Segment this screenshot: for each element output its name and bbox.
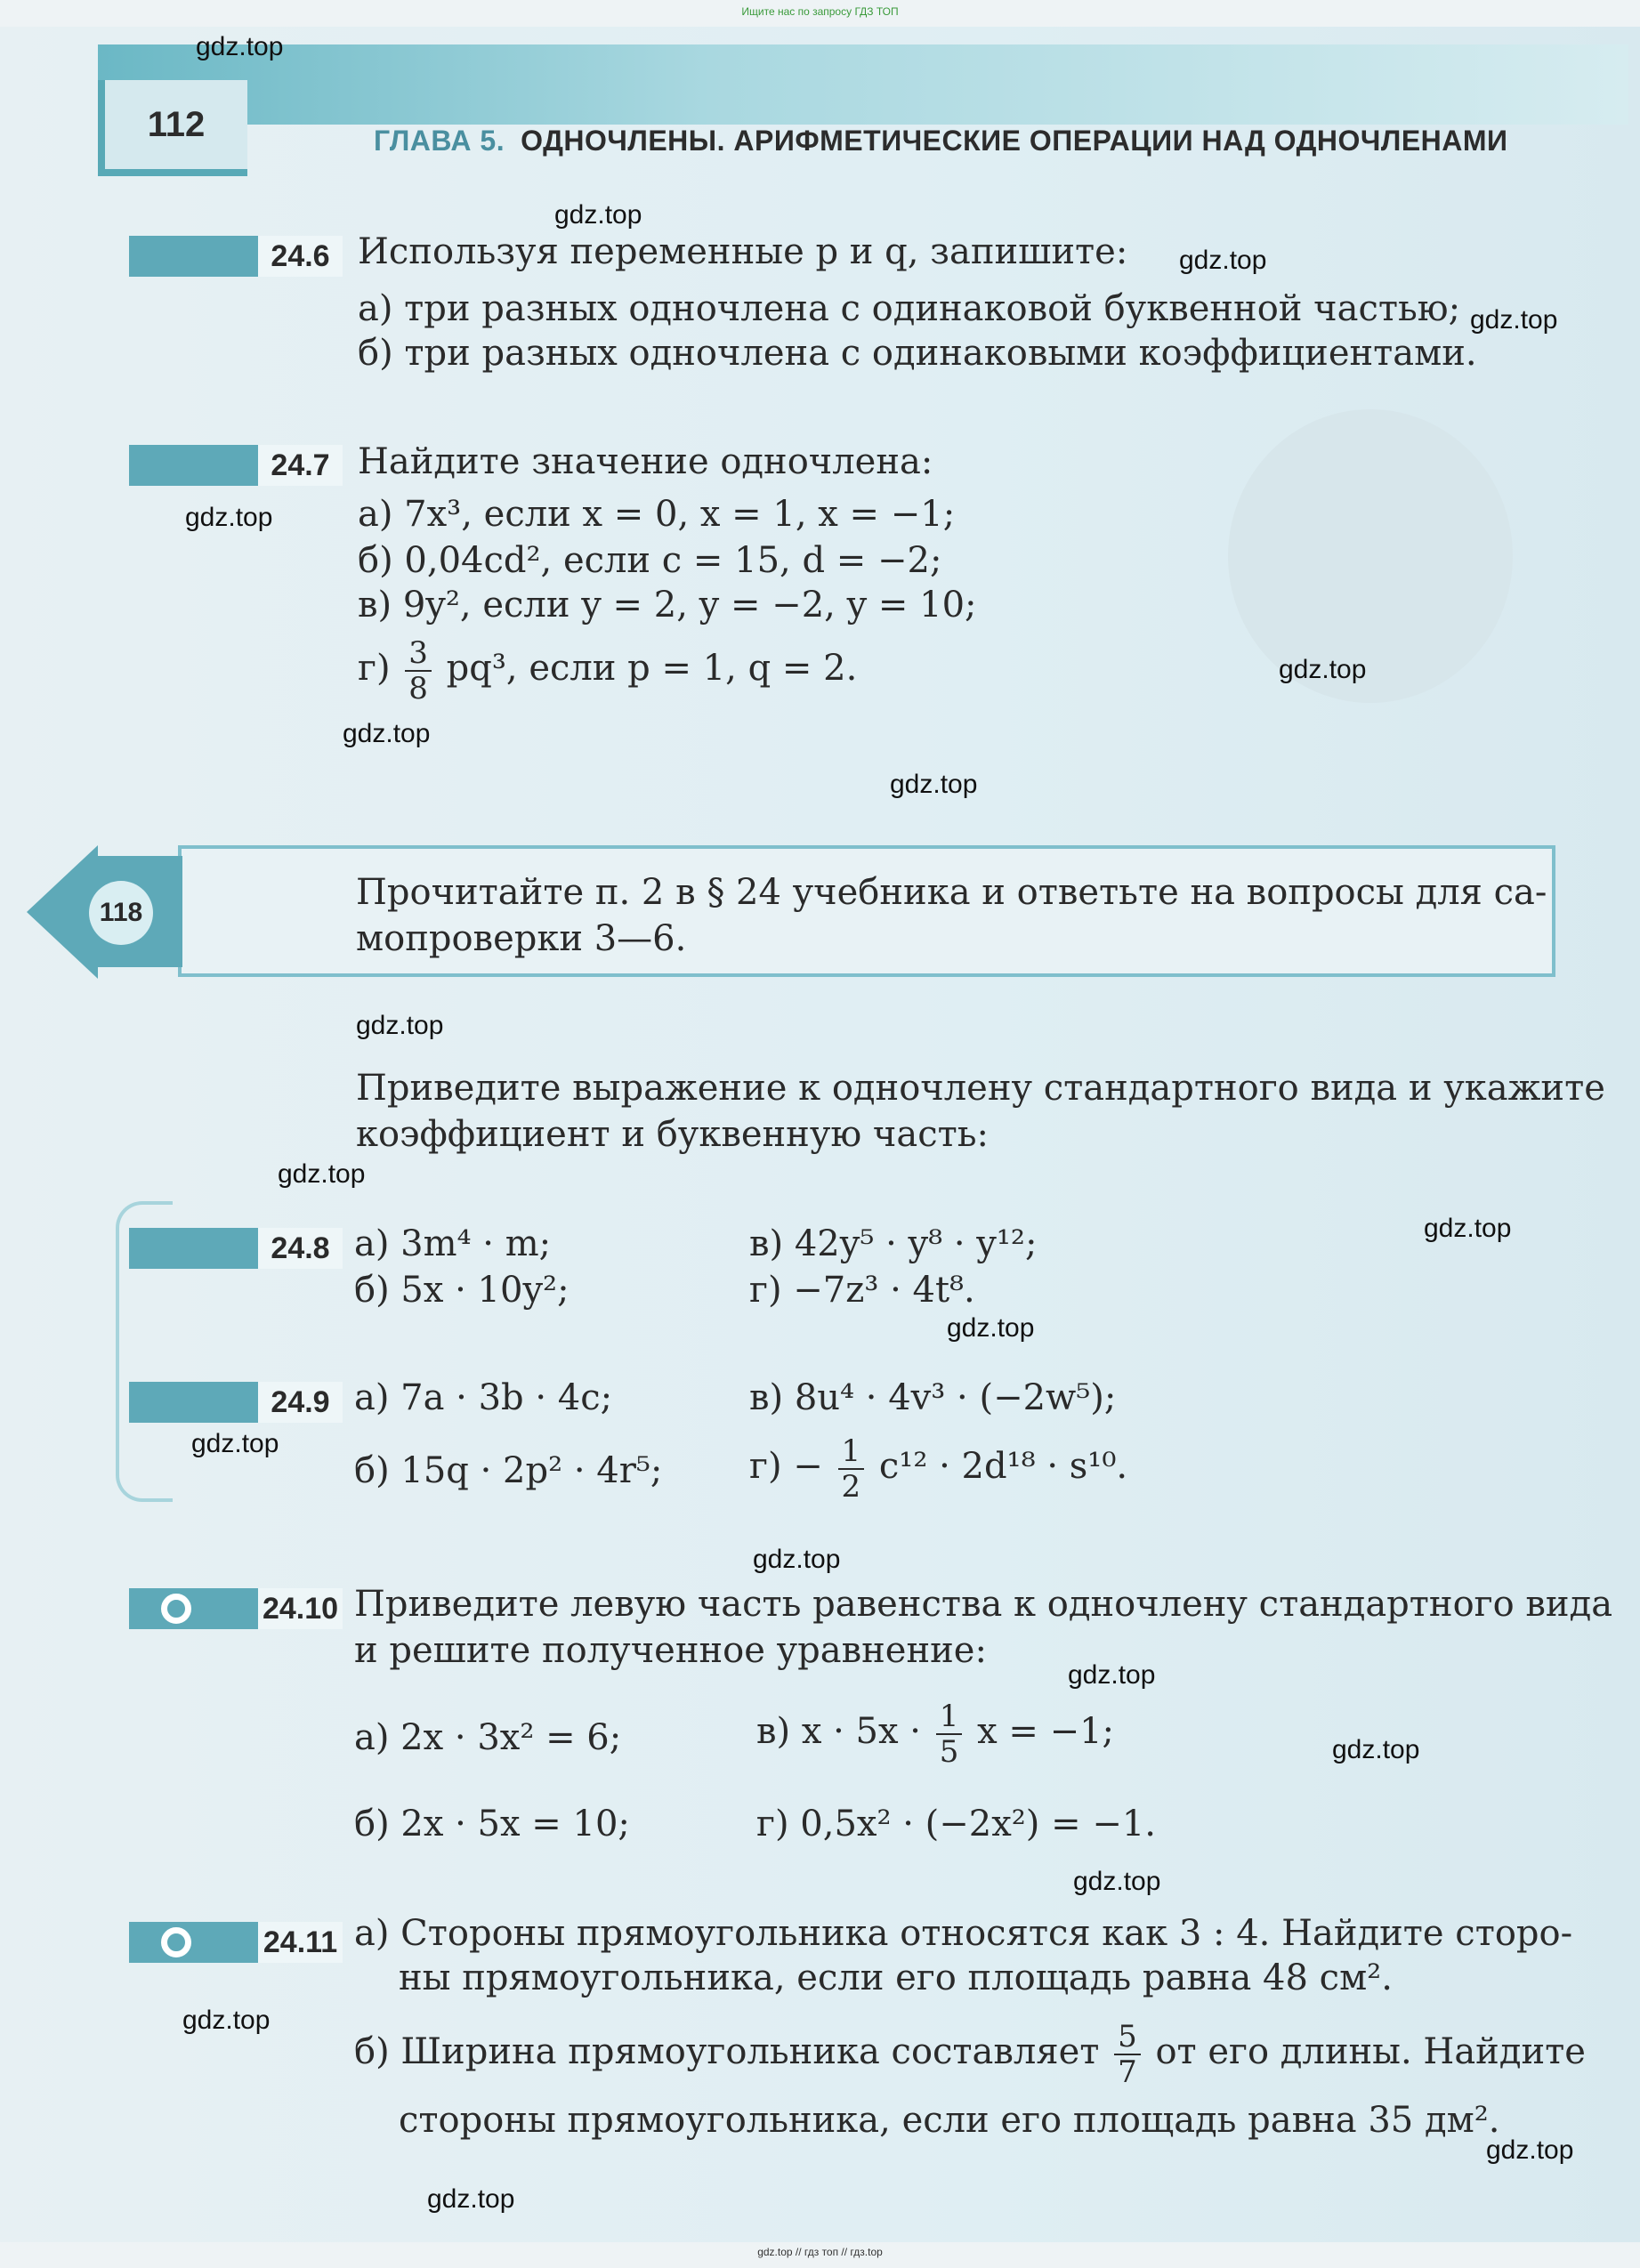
denominator: 8	[408, 671, 428, 706]
watermark[interactable]: gdz.top	[1073, 1867, 1161, 1896]
task-24-7-b: б) 0,04cd², если c = 15, d = −2;	[358, 540, 942, 581]
item-prefix: г)	[358, 648, 391, 689]
watermark[interactable]: gdz.top	[1068, 1660, 1156, 1690]
task-24-10-b: б) 2x · 5x = 10;	[354, 1804, 630, 1844]
task-24-6-a: а) три разных одночлена с одинаковой буквенной частью;	[358, 288, 1461, 329]
denominator: 7	[1118, 2054, 1137, 2090]
denominator: 5	[939, 1734, 959, 1770]
task-number: 24.11	[258, 1922, 343, 1963]
task-24-7-g	[358, 636, 857, 706]
task-24-10-line-2: и решите полученное уравнение:	[354, 1630, 987, 1671]
task-24-11-b-line-2: стороны прямоугольника, если его площадь равна 35 дм².	[399, 2100, 1500, 2141]
bottom-link[interactable]: gdz.top // гдз топ // гдз.top	[757, 2246, 883, 2258]
watermark[interactable]: gdz.top	[890, 770, 978, 799]
numerator: 3	[405, 636, 432, 672]
page-number: 112	[98, 80, 247, 176]
fraction	[936, 1699, 963, 1769]
arrow-left-icon	[27, 845, 98, 979]
task-number: 24.6	[258, 236, 343, 277]
task-number: 24.8	[258, 1228, 343, 1269]
task-24-10-v	[756, 1699, 1114, 1769]
item-prefix: в) x · 5x ·	[756, 1711, 921, 1752]
fraction	[1114, 2020, 1141, 2089]
watermark[interactable]: gdz.top	[1470, 305, 1558, 335]
task-24-7-v: в) 9y², если y = 2, y = −2, y = 10;	[358, 585, 977, 626]
chapter-name: ОДНОЧЛЕНЫ. АРИФМЕТИЧЕСКИЕ ОПЕРАЦИИ НАД ОДНОЧЛЕНАМИ	[521, 125, 1508, 157]
intro-line-2: коэффициент и буквенную часть:	[356, 1114, 989, 1155]
reference-line-2: мопроверки 3—6.	[356, 918, 687, 959]
item-prefix: б) Ширина прямоугольника составляет	[354, 2031, 1100, 2072]
task-24-7-text: Найдите значение одночлена:	[358, 441, 933, 482]
task-24-9-b: б) 15q · 2p² · 4r⁵;	[354, 1450, 663, 1491]
task-number: 24.10	[258, 1588, 343, 1629]
item-rest: pq³, если p = 1, q = 2.	[446, 648, 858, 689]
reference-line-1: Прочитайте п. 2 в § 24 учебника и ответьте на вопросы для са-	[356, 872, 1547, 913]
difficulty-circle-icon	[161, 1927, 191, 1957]
task-24-10-a: а) 2x · 3x² = 6;	[354, 1717, 622, 1758]
numerator: 1	[936, 1699, 963, 1735]
header-bar	[98, 44, 1628, 125]
item-prefix: г) −	[749, 1446, 823, 1487]
item-rest: c¹² · 2d¹⁸ · s¹⁰.	[878, 1446, 1128, 1487]
watermark[interactable]: gdz.top	[1424, 1214, 1512, 1243]
task-24-6-b: б) три разных одночлена с одинаковыми коэффициентами.	[358, 333, 1477, 374]
watermark[interactable]: gdz.top	[185, 503, 273, 532]
fraction	[838, 1434, 865, 1504]
task-24-9-v: в) 8u⁴ · 4v³ · (−2w⁵);	[749, 1377, 1117, 1418]
watermark[interactable]: gdz.top	[278, 1159, 366, 1189]
watermark[interactable]: gdz.top	[191, 1429, 279, 1458]
numerator: 5	[1114, 2020, 1141, 2055]
task-24-10-g: г) 0,5x² · (−2x²) = −1.	[756, 1804, 1157, 1844]
denominator: 2	[841, 1469, 861, 1505]
bleed-through-shape	[1228, 409, 1513, 703]
task-24-11-a-line-2: ны прямоугольника, если его площадь равна 48 см².	[399, 1957, 1393, 1998]
task-24-8-g: г) −7z³ · 4t⁸.	[749, 1270, 975, 1311]
task-label-24-8	[129, 1228, 343, 1269]
reference-page[interactable]: 118	[89, 881, 153, 945]
task-label-24-10	[129, 1588, 343, 1629]
task-label-24-6	[129, 236, 343, 277]
chapter-label: ГЛАВА 5.	[374, 125, 505, 157]
task-24-9-g	[749, 1434, 1127, 1504]
chapter-title	[374, 125, 1508, 157]
item-rest: от его длины. Найдите	[1155, 2031, 1586, 2072]
item-rest: x = −1;	[977, 1711, 1115, 1752]
watermark[interactable]: gdz.top	[554, 200, 642, 230]
task-24-9-a: а) 7a · 3b · 4c;	[354, 1377, 613, 1418]
watermark[interactable]: gdz.top	[753, 1545, 841, 1574]
difficulty-circle-icon	[161, 1594, 191, 1624]
task-label-24-9	[129, 1382, 343, 1423]
task-24-11-b-line-1	[354, 2020, 1586, 2089]
task-label-24-11	[129, 1922, 343, 1963]
task-number: 24.7	[258, 445, 343, 486]
watermark[interactable]: gdz.top	[343, 719, 431, 748]
watermark[interactable]: gdz.top	[1486, 2135, 1574, 2165]
watermark[interactable]: gdz.top	[356, 1011, 444, 1040]
top-link[interactable]: Ищите нас по запросу ГДЗ ТОП	[741, 5, 899, 18]
numerator: 1	[838, 1434, 865, 1470]
task-24-8-v: в) 42y⁵ · y⁸ · y¹²;	[749, 1223, 1038, 1264]
task-24-8-a: а) 3m⁴ · m;	[354, 1223, 552, 1264]
watermark[interactable]: gdz.top	[427, 2184, 515, 2214]
watermark[interactable]: gdz.top	[1332, 1735, 1420, 1764]
watermark[interactable]: gdz.top	[182, 2006, 271, 2035]
fraction	[405, 636, 432, 706]
task-number: 24.9	[258, 1382, 343, 1423]
task-24-8-b: б) 5x · 10y²;	[354, 1270, 570, 1311]
task-24-7-a: а) 7x³, если x = 0, x = 1, x = −1;	[358, 494, 956, 535]
watermark[interactable]: gdz.top	[1179, 246, 1267, 275]
task-24-6-text: Используя переменные p и q, запишите:	[358, 231, 1128, 272]
task-24-10-line-1: Приведите левую часть равенства к одночлену стандартного вида	[354, 1584, 1613, 1625]
task-label-24-7	[129, 445, 343, 486]
task-24-11-a-line-1: а) Стороны прямоугольника относятся как 3 : 4. Найдите сторо-	[354, 1913, 1573, 1954]
intro-line-1: Приведите выражение к одночлену стандартного вида и укажите	[356, 1068, 1605, 1109]
watermark[interactable]: gdz.top	[1279, 655, 1367, 684]
watermark[interactable]: gdz.top	[947, 1313, 1035, 1343]
watermark[interactable]: gdz.top	[196, 32, 284, 61]
